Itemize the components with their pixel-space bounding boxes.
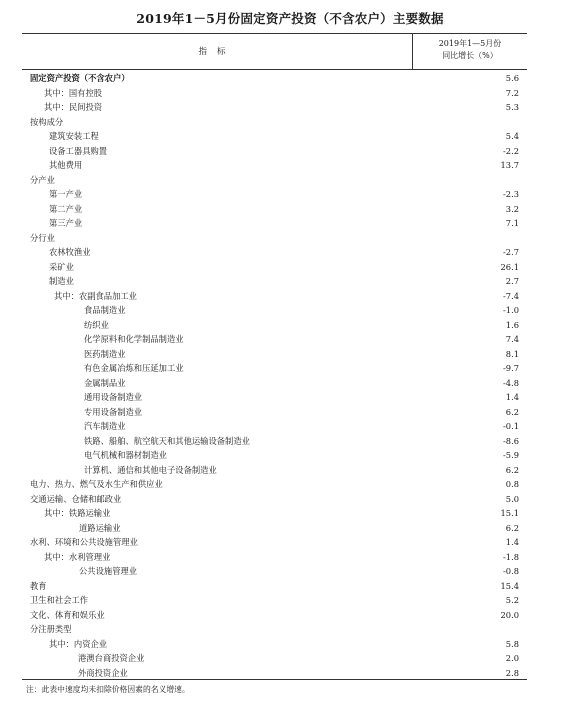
row-label: 其中：铁路运输业 [44,508,111,518]
row-value: 5.0 [505,493,519,504]
row-value: -2.7 [503,247,519,257]
table-body [22,71,527,680]
table-row [22,390,527,405]
row-value: 13.7 [500,160,519,170]
row-value: -1.0 [503,305,519,315]
row-label: 计算机、通信和其他电子设备制造业 [84,464,217,475]
row-value: 15.4 [500,580,519,591]
row-value: 6.2 [505,522,519,533]
row-value: 20.0 [500,609,519,620]
row-value: 5.6 [505,73,519,83]
table-row [22,71,527,86]
data-table [22,33,527,680]
row-value: -0.1 [503,421,519,431]
table-row [22,492,527,507]
row-label: 外商投资企业 [78,667,128,678]
table-row [22,448,527,463]
row-value: 2.0 [505,653,519,663]
row-label: 汽车制造业 [84,421,126,431]
row-value: 7.4 [505,334,519,344]
row-value: -8.6 [503,435,519,446]
row-label: 金属制品业 [84,377,126,388]
row-label: 教育 [30,580,47,591]
row-value: 26.1 [500,261,519,272]
table-row [22,521,527,536]
row-label: 其中：内资企业 [49,638,108,649]
table-row [22,564,527,579]
table-row [22,506,527,521]
row-value: -7.4 [503,290,519,301]
table-row [22,608,527,623]
table-row [22,216,527,231]
row-label: 固定资产投资（不含农户） [30,73,130,83]
table-row [22,115,527,130]
row-value: 1.4 [505,392,519,402]
row-label: 医药制造业 [84,348,126,359]
row-label: 建筑安装工程 [49,131,99,141]
row-label: 港澳台商投资企业 [78,653,145,663]
footnote: 注：此表中速度均未扣除价格因素的名义增速。 [26,685,190,694]
table-row [22,405,527,420]
row-label: 第一产业 [49,189,83,199]
row-value: 1.4 [505,537,519,547]
table-row [22,637,527,652]
table-row [22,260,527,275]
row-value: 5.2 [505,595,519,605]
row-value: 8.1 [505,348,519,359]
row-value: 2.7 [505,276,519,286]
row-value: -9.7 [503,363,519,373]
row-value: -0.8 [503,566,519,576]
row-value: 7.1 [505,218,519,228]
row-label: 电力、热力、燃气及水生产和供应业 [30,479,163,489]
row-value: 7.2 [505,87,519,98]
table-row [22,158,527,173]
table-row [22,347,527,362]
row-label: 其中：农副食品加工业 [54,290,137,301]
row-label: 纺织业 [84,319,109,330]
row-value: -2.3 [503,189,519,199]
table-row [22,303,527,318]
table-row [22,231,527,246]
row-label: 铁路、船舶、航空航天和其他运输设备制造业 [84,435,250,446]
table-row [22,274,527,289]
row-label: 交通运输、仓储和邮政业 [30,493,122,504]
row-label: 农林牧渔业 [49,247,91,257]
row-label: 设备工器具购置 [49,145,108,156]
row-label: 分行业 [30,232,55,243]
row-label: 分产业 [30,174,55,185]
indicator-header-label: 指标 [198,47,236,57]
table-row [22,376,527,391]
table-row [22,129,527,144]
row-value: 2.8 [505,667,519,678]
row-label: 水利、环境和公共设施管理业 [30,537,138,547]
table-row [22,666,527,681]
row-value: 6.2 [505,464,519,475]
row-label: 其他费用 [49,160,83,170]
table-row [22,245,527,260]
row-value: -1.8 [503,551,519,562]
row-label: 电气机械和器材制造业 [84,450,167,460]
table-row [22,86,527,101]
row-value: 5.4 [505,131,519,141]
table-row [22,144,527,159]
table-row [22,419,527,434]
row-label: 有色金属冶炼和压延加工业 [84,363,184,373]
row-label: 按构成分 [30,116,64,127]
growth-header-label: 同比增长（%） [442,51,498,60]
row-label: 第二产业 [49,203,83,214]
row-value: -5.9 [503,450,519,460]
row-value: 5.3 [505,102,519,112]
row-value: 0.8 [505,479,519,489]
table-title: 2019年1－5月份固定资产投资（不含农户）主要数据 [136,11,444,26]
row-value: -4.8 [503,377,519,388]
indicator-header-cell [22,34,413,69]
table-row [22,434,527,449]
row-label: 化学原料和化学制品制造业 [84,334,184,344]
row-label: 其中：水利管理业 [44,551,111,562]
row-label: 制造业 [49,276,74,286]
row-label: 卫生和社会工作 [30,595,89,605]
table-row [22,651,527,666]
row-label: 文化、体育和娱乐业 [30,609,105,620]
row-label: 食品制造业 [84,305,126,315]
table-row [22,361,527,376]
table-row [22,318,527,333]
table-row [22,622,527,637]
row-label: 专用设备制造业 [84,406,143,417]
row-value: 15.1 [500,508,519,518]
row-label: 道路运输业 [79,522,121,533]
row-value: -2.2 [503,145,519,156]
table-row [22,187,527,202]
table-row [22,332,527,347]
row-value: 3.2 [505,203,519,214]
table-row [22,173,527,188]
table-row [22,202,527,217]
row-label: 公共设施管理业 [79,566,138,576]
table-row [22,477,527,492]
row-value: 5.8 [505,638,519,649]
table-row [22,289,527,304]
row-label: 其中：国有控股 [44,87,103,98]
table-row [22,593,527,608]
table-row [22,579,527,594]
period-header-label: 2019年1—5月份 [438,39,502,48]
row-label: 第三产业 [49,218,83,228]
table-row [22,100,527,115]
table-row [22,463,527,478]
row-value: 1.6 [505,319,519,330]
row-label: 采矿业 [49,261,74,272]
growth-header-cell [413,38,527,62]
row-label: 分注册类型 [30,624,72,634]
row-value: 6.2 [505,406,519,417]
table-header [22,34,527,70]
table-row [22,535,527,550]
row-label: 其中：民间投资 [44,102,103,112]
table-row [22,550,527,565]
row-label: 通用设备制造业 [84,392,143,402]
